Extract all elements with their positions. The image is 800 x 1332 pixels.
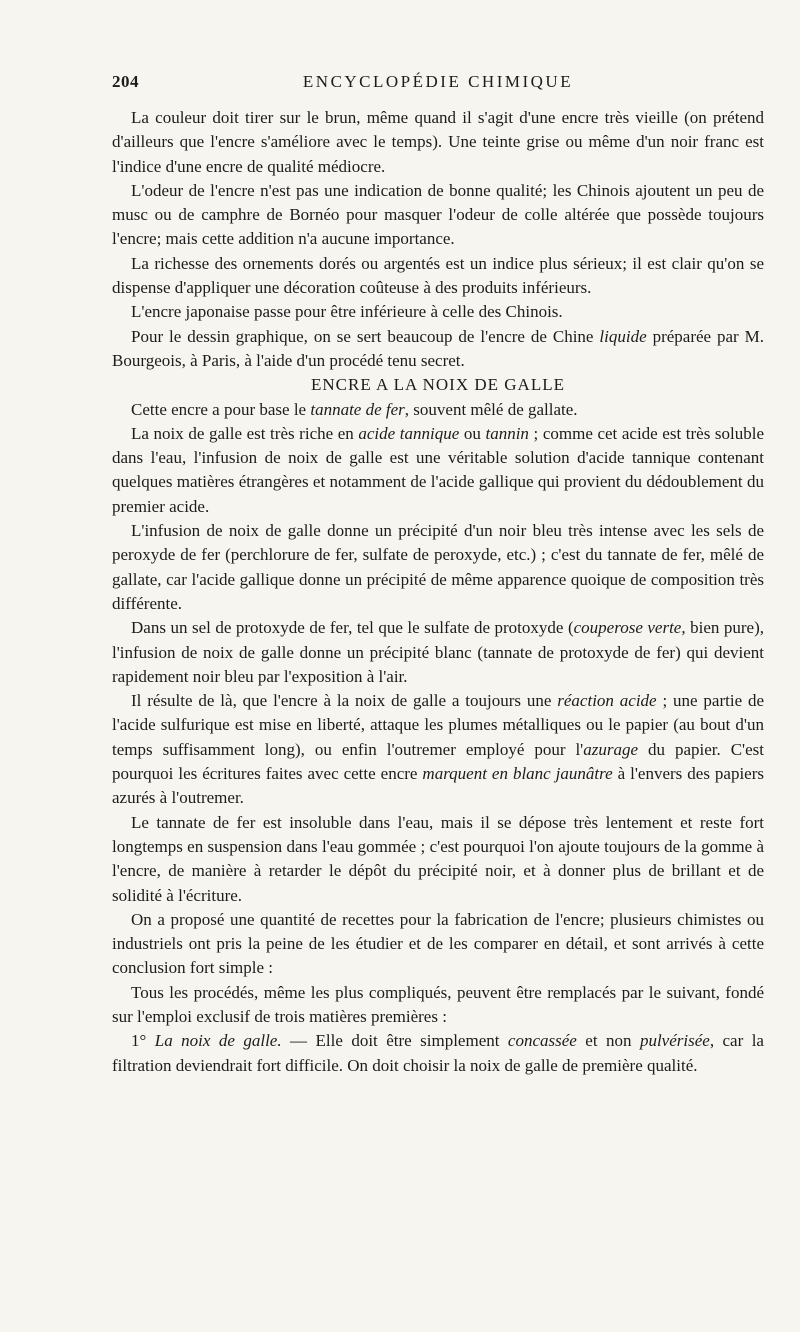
paragraphs-before [112,106,764,373]
italic-text: azurage [583,739,639,759]
italic-text: tannin [485,423,529,443]
paragraph [112,811,764,908]
italic-text: liquide [599,326,647,346]
text-run: , souvent mêlé de gallate. [404,399,578,419]
text-run: préparée par M. Bourgeois, à Paris, à l'aide d'un procédé tenu secret. [112,326,765,370]
text-run: L'encre japonaise passe pour être inférieure à celle des Chinois. [131,302,563,322]
italic-text: tannate de fer [310,399,405,419]
paragraph [112,981,764,1030]
paragraph [112,689,764,810]
italic-text: pulvérisée [639,1031,710,1051]
paragraph [112,908,764,981]
italic-text: réaction acide [557,691,657,711]
text-run: Tous les procédés, même les plus compliqués, peuvent être remplacés par le suivant, fondé sur l'emploi exclusif de trois matières premières : [112,982,764,1026]
page-number: 204 [112,72,139,91]
paragraph [112,300,764,324]
text-run: Cette encre a pour base le [131,399,311,419]
paragraphs-after [112,398,764,1078]
paragraph [112,252,764,301]
text-run: L'odeur de l'encre n'est pas une indication de bonne qualité; les Chinois ajoutent un peu de musc ou de camphre de Bornéo pour masquer l'odeur de colle altérée que possède toujours l'encre; mais cette addition n'a aucune importance. [112,180,764,249]
text-run: ou [459,423,486,443]
paragraph [112,106,764,179]
text-run: La noix de galle est très riche en [131,423,359,443]
paragraph [112,179,764,252]
text-run: ; une partie de l'acide sulfurique est mise en liberté, attaque les plumes métalliques ou le papier (au bout d'un temps suffisamment long), ou enfin l'outremer employé pour l' [112,691,765,759]
text-run: — Elle doit être simplement [281,1031,508,1051]
text-run: Il résulte de là, que l'encre à la noix de galle a toujours une [131,691,558,711]
paragraph [112,325,764,374]
text-run: Pour le dessin graphique, on se sert beaucoup de l'encre de Chine [131,326,600,346]
text-run: On a proposé une quantité de recettes pour la fabrication de l'encre; plusieurs chimistes ou industriels ont pris la peine de les étudier et de les comparer en détail, et sont arrivés à cette conclusion fort simple : [112,909,764,978]
text-run: 1° [131,1031,155,1051]
text-run: du papier. C'est pourquoi les écritures faites avec cette encre [112,739,764,784]
section-title: ENCRE A LA NOIX DE GALLE [311,375,565,395]
paragraph [112,422,764,519]
italic-text: acide tannique [358,423,460,443]
italic-text: concassée [507,1031,577,1051]
text-run: La couleur doit tirer sur le brun, même quand il s'agit d'une encre très vieille (on prétend d'ailleurs que l'encre s'améliore avec le temps). Une teinte grise ou même d'un noir franc est l'indice d'une encre de qualité médiocre. [112,108,764,176]
running-title: ENCYCLOPÉDIE CHIMIQUE [302,72,574,91]
text-run: L'infusion de noix de galle donne un précipité d'un noir bleu très intense avec les sels de peroxyde de fer (perchlorure de fer, sulfate de peroxyde, etc.) ; c'est du tannate de fer, mêlé de gallate, car l'acide gallique donne un précipité de même apparence quoique de composition très différente. [112,521,764,613]
text-run: La richesse des ornements dorés ou argentés est un indice plus sérieux; il est clair qu'on se dispense d'appliquer une décoration coûteuse à des produits inférieurs. [112,253,764,298]
italic-text: La noix de galle. [154,1031,282,1051]
text-run: Le tannate de fer est insoluble dans l'eau, mais il se dépose très lentement et reste fort longtemps en suspension dans l'eau gommée ; c'est pourquoi l'on ajoute toujours de la gomme à l'encre, de manière à retarder le dépôt du précipité noir, et à donner plus de brillant et de solidité à l'écriture. [112,812,764,905]
paragraph [112,616,764,689]
text-run: ; comme cet acide est très soluble dans l'eau, l'infusion de noix de galle est une véritable solution d'acide tannique contenant quelques matières étrangères et notamment de l'acide gallique qui provient du dédoublement du premier acide. [112,423,765,516]
text-run: , car la filtration deviendrait fort difficile. On doit choisir la noix de galle de première qualité. [112,1031,764,1075]
page-header [112,72,764,96]
paragraph [112,1029,764,1078]
text-run: et non [576,1031,640,1051]
paragraph [112,519,764,616]
paragraph [112,398,764,422]
text-run: à l'envers des papiers azurés à l'outremer. [112,764,764,808]
italic-text: marquent en blanc jaunâtre [422,764,613,784]
body-text [112,106,764,1078]
text-run: , bien pure), l'infusion de noix de galle donne un précipité blanc (tannate de protoxyde de fer) qui devient rapidement noir bleu par l'exposition à l'air. [112,618,764,686]
text-run: Dans un sel de protoxyde de fer, tel que le sulfate de protoxyde ( [131,618,574,638]
italic-text: couperose verte [573,618,682,638]
